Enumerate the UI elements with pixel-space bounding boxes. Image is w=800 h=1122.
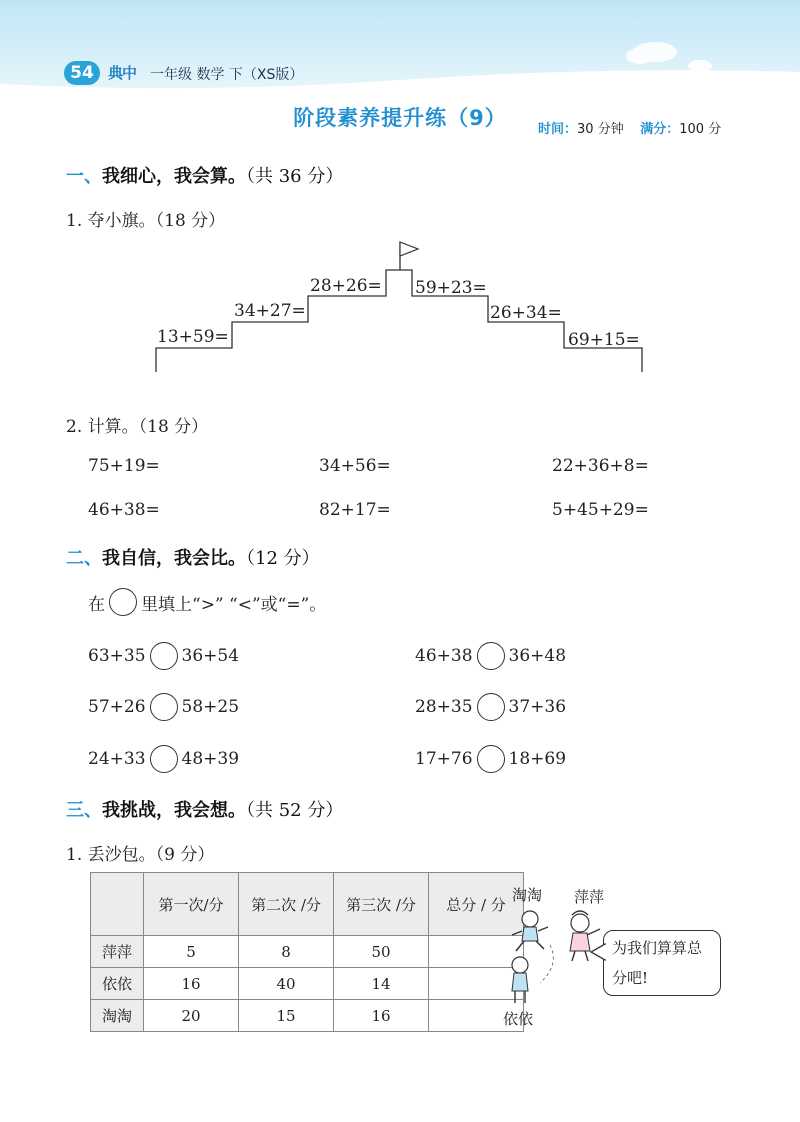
table-cell: 14 [334,968,429,1000]
brand-logo: 典中 [108,64,137,82]
section-3-number: 三、 [66,800,102,821]
compare-item: 57+26 58+25 [88,693,239,721]
table-header-cell: 第一次/分 [144,873,239,936]
compare-answer-circle[interactable] [477,642,505,670]
calc-expr: 34+56= [319,456,391,476]
section-3-title: 我挑战，我会想。 [102,800,246,821]
page-number: 54 [64,61,100,85]
flag-icon [400,242,418,256]
kid-label: 淘淘 [512,886,543,904]
calc-expr: 5+45+29= [552,500,649,520]
section-1-points: （共 36 分） [246,166,344,187]
section-1-heading [66,162,343,188]
compare-item: 63+35 36+54 [88,642,239,670]
score-value: 100 分 [679,122,722,137]
row-name: 萍萍 [91,936,144,968]
course-label: 一年级 数学 下（XS版） [150,67,304,83]
calc-expr: 75+19= [88,456,160,476]
compare-answer-circle[interactable] [150,642,178,670]
answer-circle-sample [109,588,137,616]
page-title: 阶段素养提升练（9） [293,106,507,130]
stair-expr: 13+59= [157,327,229,347]
time-value: 30 分钟 [577,122,624,137]
section-3-points: （共 52 分） [246,800,344,821]
compare-item: 28+35 37+36 [415,693,566,721]
row-name: 淘淘 [91,1000,144,1032]
calc-expr: 22+36+8= [552,456,649,476]
exam-meta [538,118,721,137]
table-header-cell: 第二次 /分 [239,873,334,936]
section-2-instruction: 在 里填上“>” “<”或“=”。 [88,588,326,616]
compare-item: 46+38 36+48 [415,642,566,670]
calc-expr: 46+38= [88,500,160,520]
table-header-cell: 第三次 /分 [334,873,429,936]
calc-expr: 82+17= [319,500,391,520]
question-1-1-label: 1. 夺小旗。（18 分） [66,211,226,231]
table-cell: 50 [334,936,429,968]
speech-bubble: 为我们算算总分吧! [603,930,721,996]
compare-item: 24+33 48+39 [88,745,239,773]
table-header-row [91,873,524,936]
speech-bubble-tail [590,942,606,962]
compare-item: 17+76 18+69 [415,745,566,773]
table-row [91,1000,524,1032]
table-header-cell [91,873,144,936]
table-row [91,968,524,1000]
stair-expr: 26+34= [490,303,562,323]
stair-expr: 34+27= [234,301,306,321]
table-row [91,936,524,968]
table-cell: 16 [334,1000,429,1032]
section-2-title: 我自信，我会比。 [102,548,246,569]
section-2-number: 二、 [66,548,102,569]
kid-label: 萍萍 [574,888,605,906]
header-banner [0,0,800,110]
stair-expr: 69+15= [568,330,640,350]
stair-expr: 28+26= [310,276,382,296]
row-name: 依依 [91,968,144,1000]
question-3-1-label: 1. 丢沙包。（9 分） [66,845,215,865]
section-1-number: 一、 [66,166,102,187]
table-header-cell: 总分 / 分 [429,873,524,936]
table-cell: 40 [239,968,334,1000]
flag-staircase [150,236,650,376]
stair-expr: 59+23= [415,278,487,298]
time-label: 时间： [538,122,578,137]
table-cell: 20 [144,1000,239,1032]
section-3-heading [66,796,343,822]
question-1-2-label: 2. 计算。（18 分） [66,417,209,437]
section-2-points: （12 分） [246,548,320,569]
kid-label: 依依 [503,1010,534,1028]
compare-answer-circle[interactable] [150,745,178,773]
score-label: 满分： [640,122,680,137]
compare-answer-circle[interactable] [477,693,505,721]
compare-answer-circle[interactable] [150,693,178,721]
score-table [90,872,524,1032]
compare-answer-circle[interactable] [477,745,505,773]
section-1-title: 我细心，我会算。 [102,166,246,187]
section-2-heading [66,544,320,570]
table-cell: 8 [239,936,334,968]
table-cell: 16 [144,968,239,1000]
table-cell: 15 [239,1000,334,1032]
table-cell: 5 [144,936,239,968]
